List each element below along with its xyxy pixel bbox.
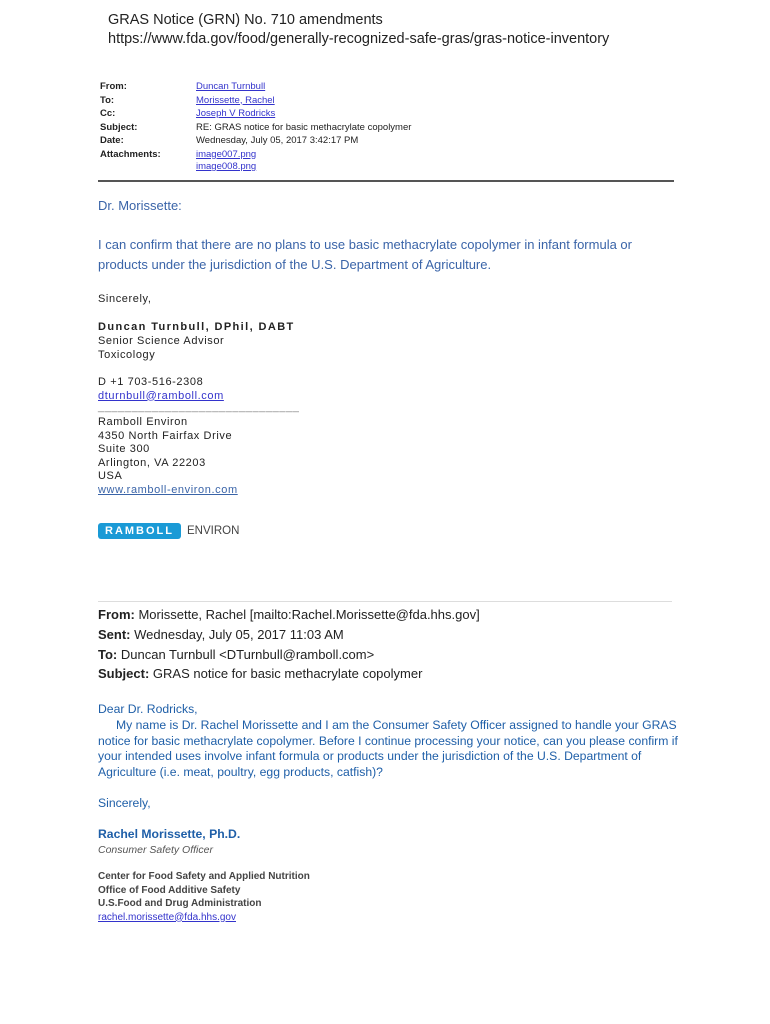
greeting: Dear Dr. Rodricks, bbox=[98, 702, 198, 716]
signature-title: Consumer Safety Officer bbox=[98, 844, 213, 856]
email-link[interactable]: dturnbull@ramboll.com bbox=[98, 389, 224, 402]
divider bbox=[98, 601, 672, 602]
subject-label: Subject: bbox=[98, 666, 150, 681]
cc-label: Cc: bbox=[100, 108, 116, 119]
greeting: Dr. Morissette: bbox=[98, 198, 182, 213]
signature-dept: Toxicology bbox=[98, 348, 156, 361]
document-title: GRAS Notice (GRN) No. 710 amendments bbox=[108, 12, 383, 28]
website-link[interactable]: www.ramboll-environ.com bbox=[98, 484, 238, 496]
attachment-link[interactable]: image008.png bbox=[196, 161, 257, 172]
date-value: Wednesday, July 05, 2017 3:42:17 PM bbox=[196, 135, 359, 146]
phone: D +1 703-516-2308 bbox=[98, 376, 204, 388]
subject-value: RE: GRAS notice for basic methacrylate copolymer bbox=[196, 121, 412, 133]
ramboll-environ-logo bbox=[98, 523, 239, 539]
date-label: Date: bbox=[100, 135, 124, 146]
signature-name: Duncan Turnbull, DPhil, DABT bbox=[98, 321, 295, 333]
attachment-link[interactable]: image007.png bbox=[196, 148, 257, 160]
signature-title: Senior Science Advisor bbox=[98, 335, 225, 347]
from-label: From: bbox=[98, 607, 135, 622]
org-line: U.S.Food and Drug Administration bbox=[98, 898, 262, 909]
logo-suffix: ENVIRON bbox=[187, 525, 240, 537]
closing: Sincerely, bbox=[98, 796, 151, 810]
header-divider bbox=[98, 180, 674, 182]
to-value: Duncan Turnbull <DTurnbull@ramboll.com> bbox=[120, 646, 375, 662]
address-line: 4350 North Fairfax Drive bbox=[98, 429, 233, 442]
to-label: To: bbox=[100, 94, 115, 106]
address-line: Suite 300 bbox=[98, 443, 150, 455]
subject-label: Subject: bbox=[100, 121, 138, 133]
signature-name: Rachel Morissette, Ph.D. bbox=[98, 827, 241, 841]
address-line: Ramboll Environ bbox=[98, 416, 188, 428]
forwarded-subject bbox=[98, 664, 422, 684]
forwarded-sent bbox=[98, 625, 344, 645]
sent-value: Wednesday, July 05, 2017 11:03 AM bbox=[134, 627, 344, 642]
org-line: Office of Food Additive Safety bbox=[98, 884, 241, 896]
org-line: Center for Food Safety and Applied Nutrition bbox=[98, 871, 310, 882]
sent-label: Sent: bbox=[98, 627, 131, 642]
address-line: USA bbox=[98, 470, 123, 482]
subject-value: GRAS notice for basic methacrylate copolymer bbox=[152, 666, 423, 681]
from-value: Morissette, Rachel [mailto:Rachel.Morissette@fda.hhs.gov] bbox=[138, 607, 480, 622]
body-text: I can confirm that there are no plans to use basic methacrylate copolymer in infant formula or products under the jurisdiction of the U.S. Department of Agriculture. bbox=[98, 237, 632, 272]
body-text: My name is Dr. Rachel Morissette and I am the Consumer Safety Officer assigned to handle your GRAS notice for basic methacrylate copolymer. Before I continue processing your notice, can you please confirm if your intended uses involve infant formula or products under the jurisdiction of the U.S. Department of Agriculture (i.e. meat, poultry, egg products, catfish)? bbox=[98, 718, 678, 779]
email-link[interactable]: rachel.morissette@fda.hhs.gov bbox=[98, 911, 236, 923]
from-link[interactable]: Duncan Turnbull bbox=[196, 81, 266, 92]
logo-brand: RAMBOLL bbox=[98, 523, 181, 539]
to-link[interactable]: Morissette, Rachel bbox=[196, 94, 275, 106]
forwarded-to bbox=[98, 645, 374, 665]
to-label: To: bbox=[98, 646, 118, 662]
attachments-label: Attachments: bbox=[100, 148, 161, 160]
address-line: Arlington, VA 22203 bbox=[98, 456, 206, 469]
from-label: From: bbox=[100, 81, 127, 92]
cc-link[interactable]: Joseph V Rodricks bbox=[196, 108, 276, 119]
forwarded-from bbox=[98, 605, 480, 625]
closing: Sincerely, bbox=[98, 293, 152, 305]
signature-rule: ______________________________ bbox=[98, 401, 300, 413]
document-url: https://www.fda.gov/food/generally-recognized-safe-gras/gras-notice-inventory bbox=[108, 31, 610, 47]
